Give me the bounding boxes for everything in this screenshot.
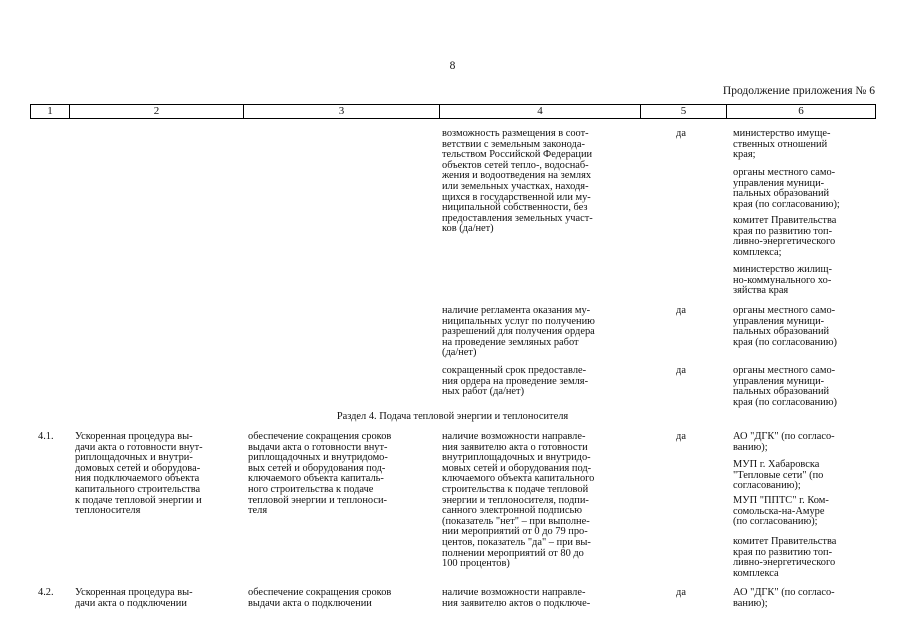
responsible-item: комитет Правительства края по развитию топ- ливно-энергетического комплекса (733, 536, 837, 579)
indicator-text: наличие возможности направле- ния заявителю акта о готовности внутриплощадочных и внутридо- мовых сетей и оборудования под- ключаемого объекта капитального строительства к подаче тепловой энергии и теплоносителя, подпи- санного электронной подписью (показатель "нет" – при выполне- нии мероприятий от 0 до 79 про- центов, показатель "да" – при вы- полнении мероприятий от 80 до 100 процентов) (442, 431, 595, 570)
measure-text: Ускоренная процедура вы- дачи акта о подключении (75, 587, 193, 609)
indicator-land-placement: возможность размещения в соот- ветствии с земельным законода- тельством Российской Федерации объектов сетей тепло-, водоснаб- жения и водоотведения на землях или земельных участках, находя- щихся в государственной или му- ниципальной собственности, без предоставления земельных участ- ков (да/нет) (442, 128, 593, 235)
indicator-regulation: наличие регламента оказания му- ниципальных услуг по получению разрешений для получения ордера на проведение земляных работ (да/нет) (442, 305, 595, 359)
column-header-6: 6 (798, 105, 804, 117)
column-header-row (30, 104, 876, 119)
page-number: 8 (449, 60, 456, 72)
value-text: да (676, 431, 686, 442)
responsible-item: МУП г. Хабаровска "Тепловые сети" (по согласованию); (733, 459, 824, 492)
column-header-5: 5 (641, 105, 727, 118)
row-number: 4.2. (38, 587, 54, 598)
result-text: обеспечение сокращения сроков выдачи акта о подключении (248, 587, 392, 609)
value-short-term: да (676, 365, 686, 376)
responsible-item: комитет Правительства края по развитию топ- ливно-энергетического комплекса; (733, 215, 837, 258)
column-header-4: 4 (440, 105, 641, 118)
column-header-2: 2 (70, 105, 244, 118)
row-number: 4.1. (38, 431, 54, 442)
responsible-item: АО "ДГК" (по согласо- ванию); (733, 431, 835, 453)
value-regulation: да (676, 305, 686, 316)
responsible-item: органы местного само- управления муници- пальных образований края (по согласованию); (733, 167, 840, 210)
column-header-1: 1 (31, 105, 70, 118)
measure-text: Ускоренная процедура вы- дачи акта о готовности внут- риплощадочных и внутри- домовых сетей и оборудова- ния подключаемого объекта капитального строительства к подаче тепловой энергии и теплоносителя (75, 431, 203, 517)
column-header-3: 3 (244, 105, 440, 118)
responsible-item: министерство жилищ- но-коммунального хо- зяйства края (733, 264, 832, 297)
continuation-label: Продолжение приложения № 6 (722, 85, 875, 97)
responsible-item: органы местного само- управления муници- пальных образований края (по согласованию) (733, 305, 837, 348)
responsible-item: МУП "ППТС" г. Ком- сомольска-на-Амуре (по согласованию); (733, 495, 829, 528)
result-text: обеспечение сокращения сроков выдачи акта о готовности внут- риплощадочных и внутридомо- вых сетей и оборудования под- ключаемого объекта капиталь- ного строительства к подаче тепловой энергии и теплоноси- теля (248, 431, 392, 517)
value-text: да (676, 587, 686, 598)
indicator-text: наличие возможности направле- ния заявителю актов о подключе- (442, 587, 591, 609)
section-title: Раздел 4. Подача тепловой энергии и теплоносителя (336, 411, 569, 422)
value-land-placement: да (676, 128, 686, 139)
responsible-item: АО "ДГК" (по согласо- ванию); (733, 587, 835, 609)
indicator-short-term: сокращенный срок предоставле- ния ордера на проведение земля- ных работ (да/нет) (442, 365, 589, 398)
responsible-item: органы местного само- управления муници- пальных образований края (по согласованию) (733, 365, 837, 408)
responsible-item: министерство имуще- ственных отношений края; (733, 128, 831, 161)
